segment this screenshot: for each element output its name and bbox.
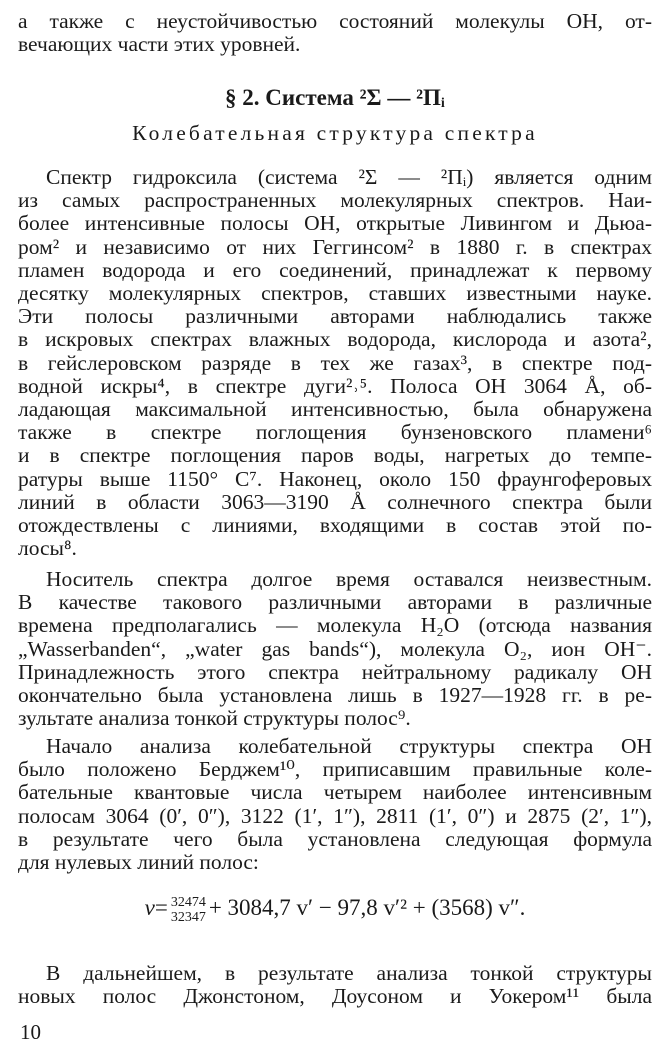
text-line: для нулевых линий полос: [18,850,259,875]
text-line: в гейслеровском разряде в тех же газах³, в спектре под- [18,350,652,375]
paragraph-4 [18,962,652,1008]
text-line: из самых распространенных молекулярных спектров. Наи- [18,188,652,213]
text-line: времена предполагались — молекула H₂O (отсюда названия [18,613,652,638]
paragraph-2 [18,568,652,730]
text-line: бательные квантовые числа четырем наиболее интенсивным [18,780,652,805]
formula-fraction-bottom: 32347 [170,909,206,925]
text-line: пламен водорода и его соединений, принадлежат к первому [18,257,652,282]
text-line: было положено Берджем¹⁰, приписавшим правильные коле- [18,757,652,782]
text-line: в искровых спектрах влажных водорода, кислорода и азота², [18,327,652,352]
paragraph-3 [18,735,652,874]
text-line: в результате чего была установлена следующая формула [18,826,652,851]
text-line: более интенсивные полосы OH, открытые Ливингом и Дьюа- [18,211,652,236]
text-line: линий в области 3063—3190 Å солнечного спектра были [18,489,652,514]
text-line: отождествлены с линиями, входящими в состав этой по- [18,513,652,538]
text-line: ром² и независимо от них Геггинсом² в 1880 г. в спектрах [18,234,652,259]
text-line: Спектр гидроксила (система ²Σ — ²Πᵢ) является одним [46,165,652,189]
text-line: и в спектре поглощения паров воды, нагретых до темпе- [18,443,652,468]
text-line: новых полос Джонстоном, Доусоном и Уокером¹¹ была [18,984,652,1009]
section-subheading: Колебательная структура спектра [132,121,538,145]
top-text [18,10,652,56]
text-line: десятку молекулярных спектров, ставших известными науке. [18,281,652,306]
page-number: 10 [20,1020,41,1044]
text-line: зультате анализа тонкой структуры полос⁹. [18,706,411,731]
text-line: Принадлежность этого спектра нейтральному радикалу OH [18,659,652,684]
text-line: водной искры⁴, в спектре дуги²˒⁵. Полоса OH 3064 Å, об- [18,373,652,398]
text-line: „Wasserbanden“, „water gas bands“), молекула O₂, ион OH⁻. [18,636,652,661]
text-line: а также с неустойчивостью состояний молекулы OH, от- [18,9,652,33]
text-line: окончательно была установлена лишь в 1927—1928 гг. в ре- [18,683,652,708]
text-line: В качестве такового различными авторами в различные [18,590,652,615]
text-line: лосы⁸. [18,536,77,561]
text-line: также в спектре поглощения бунзеновского пламени⁶ [18,420,652,445]
text-line: вечающих части этих уровней. [18,32,301,57]
formula-nu: ν [144,895,155,920]
text-line: Носитель спектра долгое время оставался неизвестным. [46,567,652,591]
text-line: полосам 3064 (0′, 0″), 3122 (1′, 1″), 2811 (1′, 0″) и 2875 (2′, 1″), [18,803,652,828]
formula-fraction-top: 32474 [170,894,206,910]
text-line: Эти полосы различными авторами наблюдались также [18,304,652,329]
formula-rest: + 3084,7 v′ − 97,8 v′² + (3568) v″. [208,895,526,920]
text-line: ратуры выше 1150° C⁷. Наконец, около 150 фраунгоферовых [18,466,652,491]
text-line: Начало анализа колебательной структуры спектра OH [46,734,652,758]
text-line: ладающая максимальной интенсивностью, была обнаружена [18,397,652,422]
paragraph-1 [18,166,652,560]
text-line: В дальнейшем, в результате анализа тонкой структуры [46,961,652,985]
formula-equals: = [154,895,168,920]
formula-fraction [171,895,206,925]
section-heading: § 2. Система ²Σ — ²Πᵢ [225,85,445,110]
formula [18,888,652,928]
